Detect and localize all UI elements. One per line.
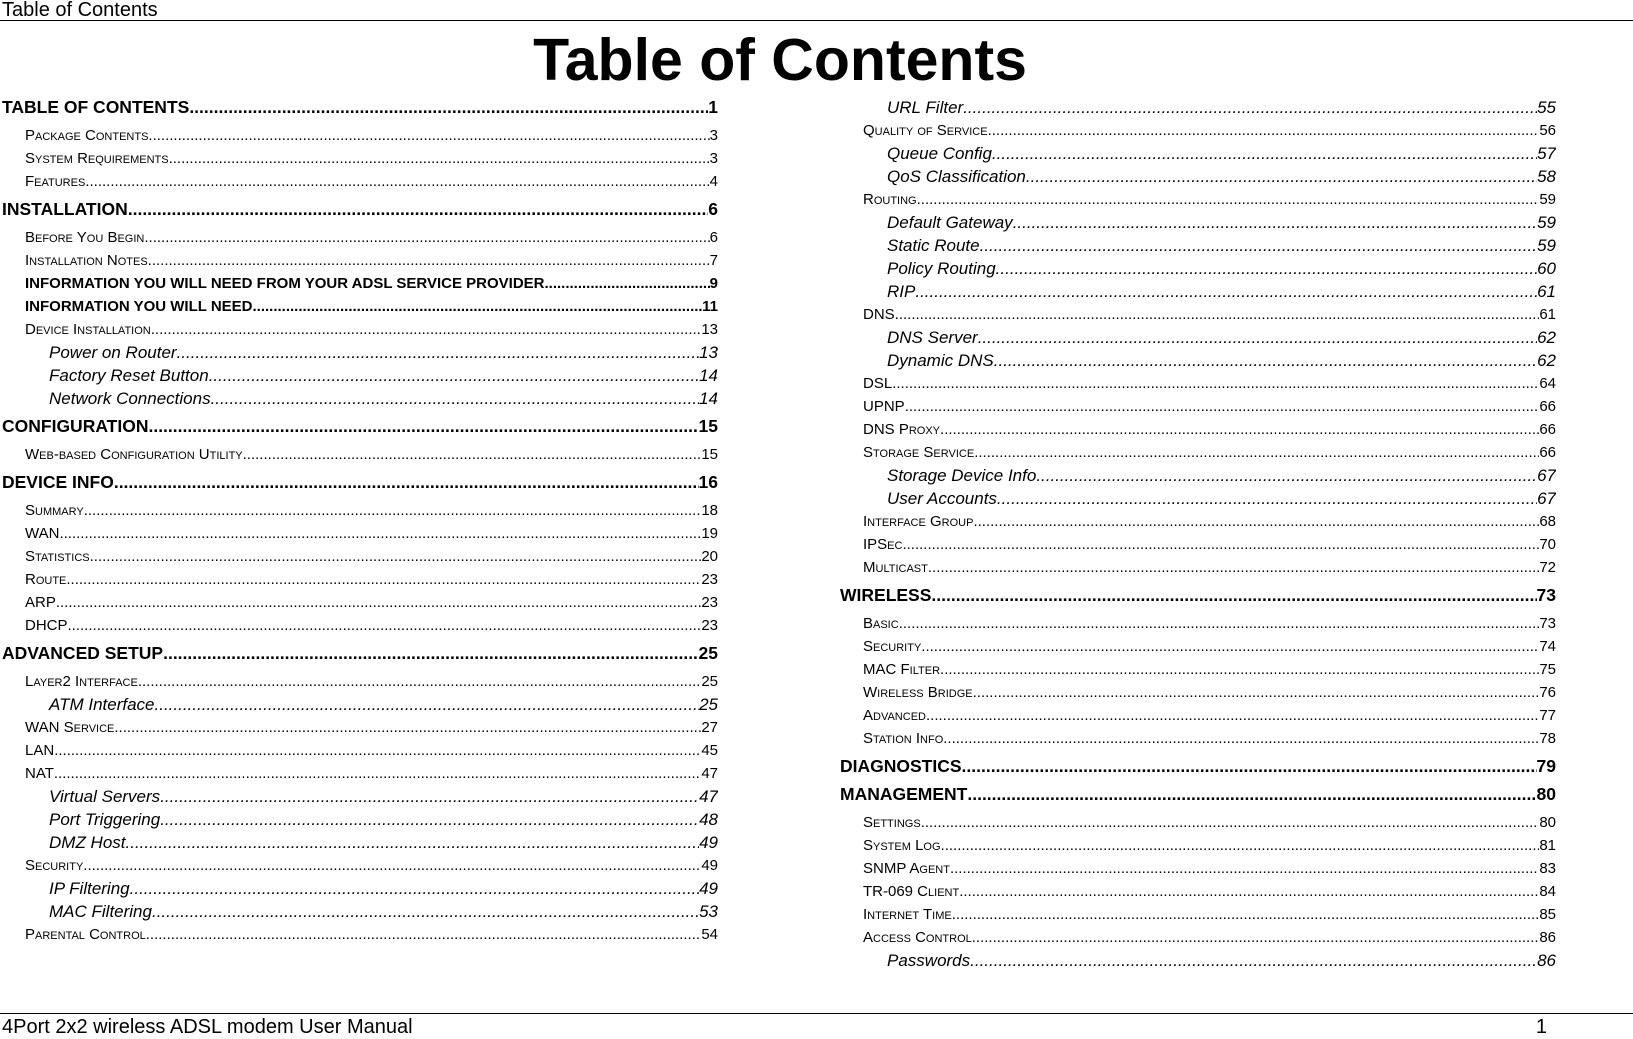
- toc-leader-dots: [895, 303, 1540, 326]
- toc-entry[interactable]: [0, 96, 718, 119]
- toc-entry[interactable]: [0, 693, 718, 716]
- toc-entry[interactable]: [838, 811, 1556, 834]
- toc-leader-dots: [253, 295, 703, 318]
- toc-entry[interactable]: [0, 226, 718, 249]
- toc-leader-dots: [243, 443, 702, 466]
- toc-entry-label: DSL: [863, 375, 893, 392]
- toc-entry[interactable]: [0, 785, 718, 808]
- toc-entry-label: Static Route: [887, 236, 980, 255]
- toc-entry-label: SNMP Agent: [863, 860, 950, 877]
- toc-entry-page: 76: [1539, 684, 1556, 701]
- toc-entry[interactable]: [838, 119, 1556, 142]
- toc-entry[interactable]: [0, 716, 718, 739]
- toc-leader-dots: [114, 471, 699, 494]
- toc-entry[interactable]: [838, 372, 1556, 395]
- toc-leader-dots: [160, 785, 699, 808]
- toc-entry-label: Power on Router: [49, 343, 177, 362]
- toc-leader-dots: [962, 755, 1537, 778]
- toc-leader-dots: [148, 124, 709, 147]
- toc-entry-label: WAN Service: [25, 719, 115, 736]
- toc-entry-label: Network Connections: [49, 389, 211, 408]
- toc-entry[interactable]: [838, 834, 1556, 857]
- toc-entry-label: Statistics: [25, 548, 90, 565]
- toc-entry-label: Access Control: [863, 929, 972, 946]
- toc-entry-label: Features: [25, 173, 86, 190]
- toc-entry[interactable]: [0, 170, 718, 193]
- toc-entry-label: Security: [25, 857, 84, 874]
- toc-entry-label: MANAGEMENT: [840, 784, 968, 804]
- page-title: Table of Contents: [533, 27, 1027, 93]
- toc-entry[interactable]: [0, 249, 718, 272]
- toc-entry-page: 62: [1537, 351, 1556, 370]
- toc-leader-dots: [917, 188, 1540, 211]
- toc-entry[interactable]: [838, 418, 1556, 441]
- toc-entry-page: 49: [701, 857, 718, 874]
- toc-leader-dots: [899, 612, 1540, 635]
- toc-entry-label: Virtual Servers: [49, 787, 161, 806]
- toc-leader-dots: [66, 568, 701, 591]
- toc-leader-dots: [114, 716, 701, 739]
- toc-leader-dots: [978, 326, 1537, 349]
- toc-entry-page: 14: [699, 389, 718, 408]
- toc-entry[interactable]: [0, 591, 718, 614]
- toc-entry-page: 23: [701, 571, 718, 588]
- toc-entry-page: 59: [1539, 191, 1556, 208]
- running-header: [0, 0, 1633, 21]
- toc-entry-page: 53: [699, 902, 718, 921]
- toc-entry-page: 25: [698, 643, 718, 663]
- toc-entry-page: 86: [1537, 951, 1556, 970]
- toc-leader-dots: [54, 762, 701, 785]
- toc-entry-page: 47: [701, 765, 718, 782]
- toc-entry-label: INSTALLATION: [2, 199, 128, 219]
- toc-entry-label: Storage Service: [863, 444, 975, 461]
- toc-entry-label: WIRELESS: [840, 585, 932, 605]
- toc-entry-page: 59: [1537, 213, 1556, 232]
- toc-entry[interactable]: [0, 808, 718, 831]
- toc-entry[interactable]: [0, 364, 718, 387]
- toc-entry[interactable]: [838, 257, 1556, 280]
- toc-entry-page: 80: [1536, 784, 1556, 804]
- toc-entry-label: LAN: [25, 742, 55, 759]
- toc-entry-label: System Requirements: [25, 150, 169, 167]
- toc-leader-dots: [940, 418, 1539, 441]
- toc-entry-page: 47: [699, 787, 718, 806]
- toc-leader-dots: [84, 499, 702, 522]
- toc-entry-page: 3: [709, 150, 718, 167]
- toc-entry-page: 19: [701, 525, 718, 542]
- toc-entry-page: 18: [701, 502, 718, 519]
- toc-entry-label: URL Filter: [887, 98, 964, 117]
- toc-entry[interactable]: [838, 464, 1556, 487]
- toc-entry[interactable]: [838, 755, 1556, 778]
- toc-leader-dots: [189, 96, 708, 119]
- toc-leader-dots: [926, 704, 1539, 727]
- toc-entry-label: DIAGNOSTICS: [840, 756, 962, 776]
- toc-leader-dots: [992, 142, 1537, 165]
- toc-leader-dots: [169, 147, 710, 170]
- toc-entry-page: 70: [1539, 536, 1556, 553]
- manual-title: 4Port 2x2 wireless ADSL modem User Manual: [2, 1016, 413, 1038]
- toc-entry-page: 45: [701, 742, 718, 759]
- toc-entry-page: 23: [701, 617, 718, 634]
- toc-entry-page: 11: [702, 298, 718, 315]
- toc-entry[interactable]: [838, 681, 1556, 704]
- toc-entry-label: Routing: [863, 191, 917, 208]
- toc-leader-dots: [973, 681, 1540, 704]
- toc-entry-page: 4: [709, 173, 718, 190]
- running-header-title: Table of Contents: [2, 0, 158, 21]
- toc-entry-page: 6: [708, 199, 718, 219]
- running-footer: [0, 1013, 1633, 1039]
- toc-entry[interactable]: [0, 642, 718, 665]
- toc-leader-dots: [931, 584, 1536, 607]
- toc-entry-page: 13: [701, 321, 718, 338]
- toc-entry[interactable]: [0, 318, 718, 341]
- toc-leader-dots: [963, 96, 1537, 119]
- toc-entry[interactable]: [0, 762, 718, 785]
- toc-entry[interactable]: [838, 880, 1556, 903]
- toc-entry[interactable]: [0, 877, 718, 900]
- toc-entry-page: 20: [701, 548, 718, 565]
- toc-entry-label: Package Contents: [25, 127, 149, 144]
- toc-entry[interactable]: [0, 499, 718, 522]
- toc-leader-dots: [974, 441, 1539, 464]
- toc-entry[interactable]: [0, 147, 718, 170]
- toc-entry-label: Installation Notes: [25, 252, 148, 269]
- toc-entry[interactable]: [838, 234, 1556, 257]
- toc-entry-page: 84: [1539, 883, 1556, 900]
- toc-leader-dots: [211, 387, 700, 410]
- toc-entry[interactable]: [838, 188, 1556, 211]
- page-number: 1: [1535, 1016, 1547, 1038]
- toc-entry-label: Station Info: [863, 730, 944, 747]
- toc-leader-dots: [209, 364, 699, 387]
- toc-entry[interactable]: [838, 635, 1556, 658]
- toc-entry-label: INFORMATION YOU WILL NEED: [25, 298, 253, 315]
- toc-entry-label: Quality of Service: [863, 122, 988, 139]
- toc-entry-label: Before You Begin: [25, 229, 145, 246]
- toc-entry[interactable]: [838, 96, 1556, 119]
- toc-entry-label: Layer2 Interface: [25, 673, 138, 690]
- toc-entry[interactable]: [0, 341, 718, 364]
- toc-entry[interactable]: [838, 303, 1556, 326]
- toc-entry-label: IP Filtering: [49, 879, 130, 898]
- toc-entry-page: 85: [1539, 906, 1556, 923]
- toc-leader-dots: [155, 693, 700, 716]
- toc-entry-label: DNS Server: [887, 328, 978, 347]
- toc-entry[interactable]: [0, 295, 718, 318]
- toc-entry-page: 62: [1537, 328, 1556, 347]
- toc-leader-dots: [160, 808, 699, 831]
- toc-leader-dots: [85, 170, 709, 193]
- toc-leader-dots: [915, 280, 1537, 303]
- toc-entry-page: 3: [709, 127, 718, 144]
- toc-entry[interactable]: [838, 658, 1556, 681]
- toc-entry-page: 61: [1539, 306, 1556, 323]
- toc-entry-label: Policy Routing: [887, 259, 996, 278]
- toc-entry-page: 13: [699, 343, 718, 362]
- toc-entry[interactable]: [838, 857, 1556, 880]
- toc-leader-dots: [950, 857, 1539, 880]
- toc-entry[interactable]: [838, 533, 1556, 556]
- toc-entry-page: 15: [698, 416, 718, 436]
- toc-entry[interactable]: [838, 510, 1556, 533]
- toc-entry-label: Summary: [25, 502, 84, 519]
- toc-entry-label: Passwords: [887, 951, 971, 970]
- toc-entry-page: 23: [701, 594, 718, 611]
- toc-leader-dots: [980, 234, 1537, 257]
- toc-leader-dots: [988, 119, 1540, 142]
- toc-entry[interactable]: [0, 415, 718, 438]
- toc-leader-dots: [1036, 464, 1537, 487]
- toc-leader-dots: [146, 923, 702, 946]
- toc-entry-label: ATM Interface: [49, 695, 155, 714]
- toc-entry-label: Device Installation: [25, 321, 151, 338]
- toc-entry[interactable]: [0, 272, 718, 295]
- toc-entry-page: 73: [1536, 585, 1556, 605]
- toc-entry[interactable]: [838, 326, 1556, 349]
- toc-entry-page: 59: [1537, 236, 1556, 255]
- toc-entry[interactable]: [838, 704, 1556, 727]
- toc-leader-dots: [928, 556, 1539, 579]
- toc-entry[interactable]: [0, 198, 718, 221]
- toc-leader-dots: [970, 949, 1537, 972]
- toc-entry-page: 15: [701, 446, 718, 463]
- toc-leader-dots: [921, 635, 1539, 658]
- toc-entry[interactable]: [838, 949, 1556, 972]
- toc-entry-label: Parental Control: [25, 926, 146, 943]
- toc-entry-label: Wireless Bridge: [863, 684, 973, 701]
- toc-leader-dots: [128, 198, 709, 221]
- toc-leader-dots: [56, 591, 701, 614]
- toc-entry[interactable]: [838, 903, 1556, 926]
- toc-leader-dots: [126, 831, 700, 854]
- toc-entry[interactable]: [838, 727, 1556, 750]
- toc-entry-label: INFORMATION YOU WILL NEED FROM YOUR ADSL SERVICE PROVIDER: [25, 275, 545, 292]
- toc-entry-label: MAC Filter: [863, 661, 941, 678]
- toc-entry-page: 9: [709, 275, 718, 292]
- toc-entry[interactable]: [838, 349, 1556, 372]
- toc-entry[interactable]: [838, 211, 1556, 234]
- toc-leader-dots: [994, 349, 1537, 372]
- toc-entry-label: MAC Filtering: [49, 902, 152, 921]
- toc-entry-label: DNS Proxy: [863, 421, 941, 438]
- toc-entry-page: 58: [1537, 167, 1556, 186]
- toc-entry-label: User Accounts: [887, 489, 997, 508]
- toc-entry-page: 27: [701, 719, 718, 736]
- toc-entry[interactable]: [838, 612, 1556, 635]
- toc-leader-dots: [163, 642, 698, 665]
- toc-leader-dots: [59, 522, 701, 545]
- toc-entry-label: Default Gateway: [887, 213, 1013, 232]
- toc-leader-dots: [545, 272, 710, 295]
- toc-entry-label: IPSec: [863, 536, 903, 553]
- toc-entry-label: WAN: [25, 525, 60, 542]
- toc-entry-page: 74: [1539, 638, 1556, 655]
- toc-entry-page: 56: [1539, 122, 1556, 139]
- toc-entry[interactable]: [0, 522, 718, 545]
- toc-entry-label: Internet Time: [863, 906, 952, 923]
- toc-entry[interactable]: [838, 487, 1556, 510]
- toc-leader-dots: [148, 415, 698, 438]
- toc-entry-page: 66: [1539, 398, 1556, 415]
- toc-entry-page: 73: [1539, 615, 1556, 632]
- toc-leader-dots: [967, 783, 1536, 806]
- toc-entry-label: Port Triggering: [49, 810, 161, 829]
- toc-leader-dots: [1026, 165, 1537, 188]
- toc-entry-label: Dynamic DNS: [887, 351, 994, 370]
- toc-leader-dots: [892, 372, 1539, 395]
- toc-leader-dots: [905, 395, 1540, 418]
- toc-entry-label: Storage Device Info: [887, 466, 1037, 485]
- toc-leader-dots: [997, 487, 1537, 510]
- toc-entry-page: 25: [701, 673, 718, 690]
- toc-entry-label: System Log: [863, 837, 941, 854]
- toc-entry-label: RIP: [887, 282, 916, 301]
- toc-entry-page: 57: [1537, 144, 1556, 163]
- toc-entry-page: 66: [1539, 421, 1556, 438]
- toc-entry-label: TABLE OF CONTENTS: [2, 97, 190, 117]
- toc-entry-page: 54: [701, 926, 718, 943]
- toc-entry-page: 81: [1539, 837, 1556, 854]
- toc-entry-label: ADVANCED SETUP: [2, 643, 164, 663]
- toc-leader-dots: [959, 880, 1539, 903]
- toc-entry[interactable]: [838, 142, 1556, 165]
- toc-leader-dots: [952, 903, 1540, 926]
- toc-leader-dots: [148, 249, 710, 272]
- toc-entry[interactable]: [838, 441, 1556, 464]
- toc-leader-dots: [996, 257, 1537, 280]
- toc-entry-label: NAT: [25, 765, 54, 782]
- toc-entry[interactable]: [0, 739, 718, 762]
- toc-leader-dots: [68, 614, 702, 637]
- toc-leader-dots: [83, 854, 701, 877]
- toc-entry-page: 66: [1539, 444, 1556, 461]
- toc-entry[interactable]: [0, 545, 718, 568]
- toc-entry-page: 49: [699, 879, 718, 898]
- toc-entry-page: 7: [709, 252, 718, 269]
- toc-entry-page: 1: [708, 97, 718, 117]
- toc-entry-label: Interface Group: [863, 513, 974, 530]
- toc-leader-dots: [973, 510, 1539, 533]
- toc-entry-page: 80: [1539, 814, 1556, 831]
- toc-entry-page: 77: [1539, 707, 1556, 724]
- toc-entry-label: DEVICE INFO: [2, 472, 114, 492]
- toc-entry[interactable]: [838, 395, 1556, 418]
- toc-entry-label: DHCP: [25, 617, 68, 634]
- toc-entry[interactable]: [0, 670, 718, 693]
- toc-leader-dots: [921, 811, 1540, 834]
- toc-leader-dots: [1013, 211, 1537, 234]
- toc-entry-page: 67: [1537, 489, 1556, 508]
- toc-entry-page: 49: [699, 833, 718, 852]
- toc-entry-page: 6: [709, 229, 718, 246]
- toc-entry-page: 75: [1539, 661, 1556, 678]
- toc-entry-page: 79: [1536, 756, 1556, 776]
- toc-entry[interactable]: [838, 556, 1556, 579]
- toc-leader-dots: [144, 226, 709, 249]
- toc-leader-dots: [941, 834, 1540, 857]
- toc-entry-label: Multicast: [863, 559, 928, 576]
- toc-entry[interactable]: [838, 165, 1556, 188]
- toc-entry-page: 55: [1537, 98, 1556, 117]
- toc-leader-dots: [54, 739, 701, 762]
- toc-entry[interactable]: [838, 926, 1556, 949]
- toc-entry-page: 78: [1539, 730, 1556, 747]
- toc-entry[interactable]: [0, 923, 718, 946]
- toc-entry-label: QoS Classification: [887, 167, 1026, 186]
- toc-entry-label: DNS: [863, 306, 895, 323]
- toc-entry-page: 68: [1539, 513, 1556, 530]
- toc-entry[interactable]: [0, 568, 718, 591]
- toc-entry-page: 83: [1539, 860, 1556, 877]
- toc-entry-page: 48: [699, 810, 718, 829]
- toc-leader-dots: [972, 926, 1540, 949]
- toc-leader-dots: [138, 670, 701, 693]
- toc-entry-label: Advanced: [863, 707, 926, 724]
- toc-entry-label: CONFIGURATION: [2, 416, 149, 436]
- toc-entry-label: TR-069 Client: [863, 883, 960, 900]
- toc-entry[interactable]: [838, 584, 1556, 607]
- toc-entry[interactable]: [0, 443, 718, 466]
- toc-entry[interactable]: [838, 280, 1556, 303]
- toc-leader-dots: [151, 318, 702, 341]
- toc-entry-label: Security: [863, 638, 922, 655]
- toc-entry-page: 67: [1537, 466, 1556, 485]
- toc-entry-label: UPNP: [863, 398, 905, 415]
- toc-entry[interactable]: [0, 471, 718, 494]
- toc-entry-page: 16: [698, 472, 718, 492]
- toc-leader-dots: [943, 727, 1539, 750]
- toc-leader-dots: [130, 877, 699, 900]
- toc-leader-dots: [152, 900, 699, 923]
- toc-left-column: [0, 96, 718, 946]
- toc-entry-label: DMZ Host: [49, 833, 126, 852]
- toc-entry[interactable]: [838, 783, 1556, 806]
- toc-entry[interactable]: [0, 900, 718, 923]
- toc-entry-label: ARP: [25, 594, 56, 611]
- toc-entry[interactable]: [0, 387, 718, 410]
- toc-leader-dots: [177, 341, 700, 364]
- toc-entry-page: 14: [699, 366, 718, 385]
- toc-entry-label: Factory Reset Button: [49, 366, 209, 385]
- toc-right-column: [838, 96, 1556, 972]
- toc-entry-label: Basic: [863, 615, 899, 632]
- toc-entry-label: Settings: [863, 814, 921, 831]
- toc-entry-label: Web-based Configuration Utility: [25, 446, 243, 463]
- toc-entry-page: 86: [1539, 929, 1556, 946]
- toc-leader-dots: [90, 545, 702, 568]
- toc-entry-page: 61: [1537, 282, 1556, 301]
- toc-entry-page: 72: [1539, 559, 1556, 576]
- toc-entry[interactable]: [0, 854, 718, 877]
- toc-entry-page: 25: [699, 695, 718, 714]
- toc-entry-label: Queue Config: [887, 144, 992, 163]
- toc-leader-dots: [940, 658, 1539, 681]
- toc-leader-dots: [902, 533, 1539, 556]
- toc-entry-label: Route: [25, 571, 67, 588]
- toc-entry[interactable]: [0, 614, 718, 637]
- toc-entry[interactable]: [0, 831, 718, 854]
- toc-entry[interactable]: [0, 124, 718, 147]
- toc-entry-page: 64: [1539, 375, 1556, 392]
- toc-entry-page: 60: [1537, 259, 1556, 278]
